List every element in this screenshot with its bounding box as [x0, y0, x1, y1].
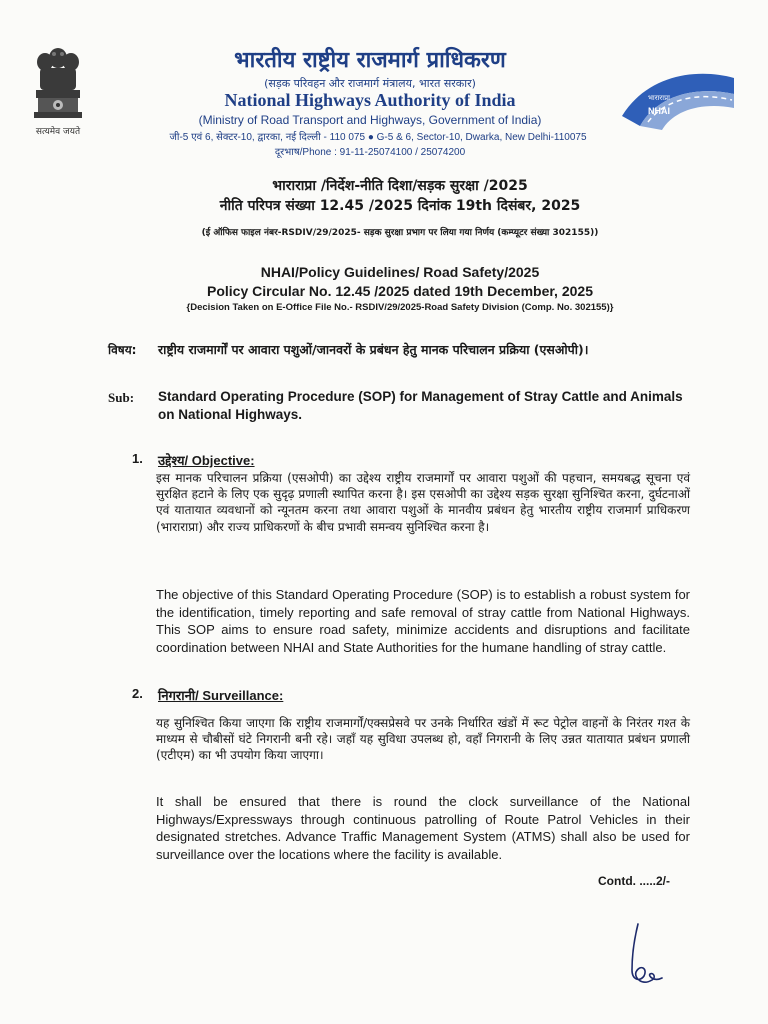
ref-hindi-line1: भाराराप्रा /निर्देश-नीति दिशा/सड़क सुरक्षा /2025: [272, 178, 528, 194]
section-number: 2.: [132, 686, 143, 701]
logo-text-abbrev: NHAI: [648, 106, 670, 116]
emblem-caption: सत्यमेव जयते: [35, 127, 81, 137]
org-name-english: National Highways Authority of India: [224, 90, 516, 110]
national-emblem-icon: [28, 36, 88, 136]
objective-paragraph-hindi: इस मानक परिचालन प्रक्रिया (एसओपी) का उद्देश्य राष्ट्रीय राजमार्गों पर आवारा पशुओं की पहचान, समयबद्ध सूचना एवं सुरक्षित हटाने के लिए एक सुदृढ़ प्रणाली स्थापित करना है। इस एसओपी का उद्देश्य सड़क सुरक्षा सुनिश्चित करना, दुर्घटनाओं एवं यातायात व्यवधानों को न्यूनतम करना तथा आवारा पशुओं के मानवीय प्रबंधन हेतु भारतीय राष्ट्रीय राजमार्ग प्राधिकरण (भाराराप्रा) और राज्य प्राधिकरणों के बीच प्रभावी समन्वय सुनिश्चित करना है।: [156, 471, 690, 534]
logo-text-hindi: भाराराप्रा: [648, 94, 670, 102]
signature-mark: [618, 920, 668, 990]
org-name-hindi: भारतीय राष्ट्रीय राजमार्ग प्राधिकरण: [234, 47, 506, 73]
subject-label-hindi: विषय:: [108, 343, 137, 357]
surveillance-paragraph-english: It shall be ensured that there is round the clock surveillance of the National Highways/Expressways through continuous patrolling of Route Patrol Vehicles in their designated stretches. Advance Traffic Management System (ATMS) shall also be used for surveillance over the locations where the facility is available.: [156, 794, 690, 862]
ministry-name-english: (Ministry of Road Transport and Highways, Government of India): [198, 113, 542, 127]
address-line: जी-5 एवं 6, सेक्टर-10, द्वारका, नई दिल्ली - 110 075 ● G-5 & 6, Sector-10, Dwarka, New Delhi-110075: [169, 132, 587, 143]
section-title-surveillance: निगरानी/ Surveillance:: [158, 688, 284, 703]
ref-english-line1: NHAI/Policy Guidelines/ Road Safety/2025: [260, 264, 540, 280]
surveillance-paragraph-hindi: यह सुनिश्चित किया जाएगा कि राष्ट्रीय राजमार्गों/एक्सप्रेसवे पर उनके निर्धारित खंडों में रूट पेट्रोल वाहनों के निरंतर गश्त के माध्यम से चौबीसों घंटे निगरानी बनी रहे। जहाँ यह सुविधा उपलब्ध हो, वहाँ निगरानी के लिए उन्नत यातायात प्रबंधन प्रणाली (एटीएम) का भी उपयोग किया जाएगा।: [156, 716, 690, 763]
ref-hindi-line2: नीति परिपत्र संख्या 12.45 /2025 दिनांक 19th दिसंबर, 2025: [219, 198, 581, 214]
section-number: 1.: [132, 451, 143, 466]
phone-line: दूरभाष/Phone : 91-11-25074100 / 25074200: [274, 147, 466, 158]
subject-text-hindi: राष्ट्रीय राजमार्गों पर आवारा पशुओं/जानवरों के प्रबंधन हेतु मानक परिचालन प्रक्रिया (एसओपी)।: [158, 342, 589, 357]
section-title-objective: उद्देश्य/ Objective:: [158, 453, 255, 468]
ministry-name-hindi: (सड़क परिवहन और राजमार्ग मंत्रालय, भारत सरकार): [264, 77, 476, 90]
nhai-logo-icon: [618, 64, 738, 134]
ref-english-line2: Policy Circular No. 12.45 /2025 dated 19th December, 2025: [207, 283, 593, 299]
continued-marker: Contd. .....2/-: [598, 874, 670, 888]
subject-label-english: Sub:: [108, 390, 135, 405]
ref-english-line3: {Decision Taken on E-Office File No.- RSDIV/29/2025-Road Safety Division (Comp. No. 302155)}: [186, 302, 614, 313]
subject-text-english: Standard Operating Procedure (SOP) for Management of Stray Cattle and Animals on National Highways.: [158, 389, 683, 422]
ref-hindi-line3: (ई ऑफिस फाइल नंबर-RSDIV/29/2025- सड़क सुरक्षा प्रभाग पर लिया गया निर्णय (कम्प्यूटर संख्या 302155)): [201, 228, 599, 238]
objective-paragraph-english: The objective of this Standard Operating Procedure (SOP) is to establish a robust system for the identification, timely reporting and safe removal of stray cattle from National Highways. This SOP aims to ensure road safety, minimize accidents and disruptions and facilitate coordination between NHAI and State Authorities for the humane handling of stray cattle.: [156, 587, 690, 655]
